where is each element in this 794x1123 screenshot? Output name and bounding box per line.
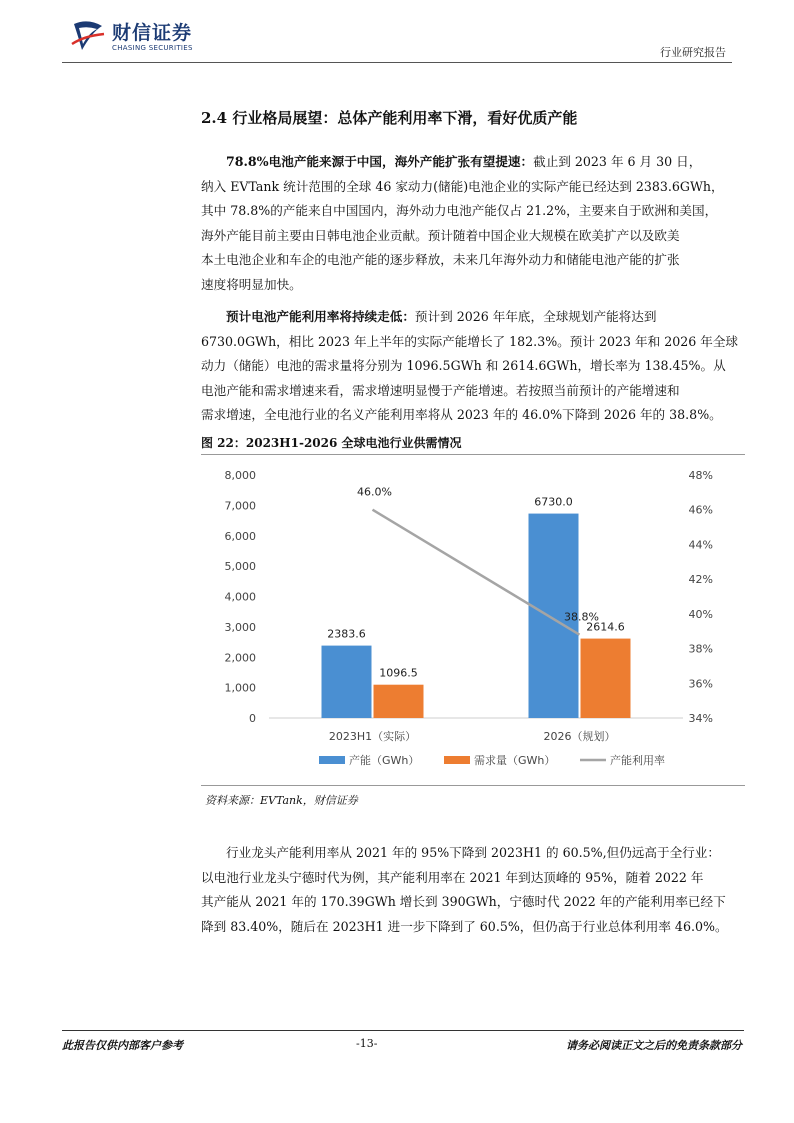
- paragraph-line: 需求增速，全电池行业的名义产能利用率将从 2023 年的 46.0%下降到 2026 年的 38.8%。: [201, 407, 722, 422]
- bar-data-label: 6730.0: [534, 495, 573, 509]
- paragraph-line: 本土电池企业和车企的电池产能的逐步释放，未来几年海外动力和储能电池产能的扩张: [201, 252, 680, 267]
- bar-data-label: 2614.6: [586, 620, 625, 634]
- paragraph-lead: 行业龙头产能利用率从 2021 年的 95%下降到 2023H1 的 60.5%,但仍远高于全行业：: [226, 845, 720, 860]
- left-axis-tick-label: 8,000: [224, 469, 256, 482]
- left-axis-tick-label: 4,000: [224, 590, 256, 604]
- paragraph-leader-utilization: [201, 841, 739, 939]
- bar-demand: [581, 639, 631, 718]
- paragraph-utilization-decline: [201, 305, 739, 428]
- right-axis-tick-label: 34%: [688, 712, 713, 725]
- paragraph-line: 预计到 2026 年年底，全球规划产能将达到: [414, 309, 657, 324]
- bar-demand: [374, 685, 424, 718]
- paragraph-line: 速度将明显加快。: [201, 276, 302, 292]
- report-type-label: 行业研究报告: [660, 46, 726, 59]
- paragraph-lead: 78.8%电池产能来源于中国，海外产能扩张有望提速：: [226, 154, 534, 169]
- paragraph-line: 电池产能和需求增速来看，需求增速明显慢于产能增速。若按照当前预计的产能增速和: [201, 382, 680, 398]
- left-axis-tick-label: 6,000: [224, 529, 256, 543]
- right-axis-tick-label: 38%: [688, 642, 713, 656]
- legend-demand-swatch: [444, 756, 470, 764]
- left-axis-tick-label: 7,000: [224, 499, 256, 513]
- header-divider: [62, 62, 732, 63]
- category-label: 2026（规划）: [543, 730, 616, 743]
- bar-data-label: 2383.6: [327, 627, 366, 641]
- paragraph-line: 其产能从 2021 年的 170.39GWh 增长到 390GWh，宁德时代 2022 年的产能利用率已经下: [201, 894, 726, 909]
- legend-utilization-label: 产能利用率: [610, 754, 665, 767]
- line-data-label: 38.8%: [564, 610, 599, 624]
- figure-source: 资料来源：EVTank，财信证券: [205, 794, 358, 807]
- page-number: -13-: [356, 1037, 378, 1050]
- left-axis-tick-label: 2,000: [224, 651, 256, 665]
- left-axis-tick-label: 1,000: [224, 681, 256, 695]
- logo-text-cn: 财信证券: [112, 22, 193, 44]
- paragraph-line: 截止到 2023 年 6 月 30 日，: [533, 154, 702, 169]
- left-axis-tick-label: 5,000: [224, 560, 256, 574]
- left-axis-tick-label: 3,000: [224, 620, 256, 634]
- section-title: 2.4 行业格局展望：总体产能利用率下滑，看好优质产能: [201, 109, 578, 127]
- right-axis-tick-label: 42%: [688, 573, 713, 587]
- right-axis-tick-label: 36%: [688, 677, 713, 691]
- footer-disclaimer-right: 请务必阅读正文之后的免责条款部分: [566, 1039, 742, 1052]
- footer-disclaimer-left: 此报告仅供内部客户参考: [62, 1039, 183, 1052]
- figure-frame: [201, 454, 745, 786]
- right-axis-tick-label: 46%: [688, 503, 713, 517]
- right-axis-tick-label: 40%: [688, 607, 713, 621]
- paragraph-overseas-capacity: [201, 150, 739, 297]
- right-axis-tick-label: 48%: [688, 469, 713, 482]
- bar-data-label: 1096.5: [379, 666, 418, 680]
- paragraph-line: 6730.0GWh，相比 2023 年上半年的实际产能增长了 182.3%。预计 2023 年和 2026 年全球: [201, 333, 739, 349]
- category-label: 2023H1（实际）: [328, 730, 417, 743]
- supply-demand-chart: [201, 455, 745, 785]
- paragraph-line: 海外产能目前主要由日韩电池企业贡献。预计随着中国企业大规模在欧美扩产以及欧美: [201, 227, 680, 243]
- legend-demand-label: 需求量（GWh）: [474, 754, 556, 767]
- legend-capacity-label: 产能（GWh）: [349, 754, 420, 767]
- legend-capacity-swatch: [319, 756, 345, 764]
- paragraph-lead: 预计电池产能利用率将持续走低：: [226, 309, 415, 324]
- left-axis-tick-label: 0: [249, 712, 256, 725]
- right-axis-tick-label: 44%: [688, 538, 713, 552]
- paragraph-line: 其中 78.8%的产能来自中国国内，海外动力电池产能仅占 21.2%，主要来自于欧洲和美国，: [201, 203, 718, 218]
- logo-text-en: CHASING SECURITIES: [112, 44, 193, 52]
- bar-capacity: [322, 646, 372, 718]
- figure-title: 图 22：2023H1-2026 全球电池行业供需情况: [201, 436, 462, 450]
- paragraph-line: 以电池行业龙头宁德时代为例，其产能利用率在 2021 年到达顶峰的 95%，随着 2022 年: [201, 869, 704, 885]
- line-data-label: 46.0%: [357, 485, 392, 499]
- paragraph-line: 动力（储能）电池的需求量将分别为 1096.5GWh 和 2614.6GWh，增长率为 138.45%。从: [201, 358, 726, 373]
- paragraph-line: 降到 83.40%，随后在 2023H1 进一步下降到了 60.5%，但仍高于行业总体利用率 46.0%。: [201, 918, 728, 934]
- company-logo-icon: [70, 18, 106, 54]
- paragraph-line: 纳入 EVTank 统计范围的全球 46 家动力(储能)电池企业的实际产能已经达到 2383.6GWh，: [201, 178, 724, 194]
- footer-divider: [62, 1030, 744, 1031]
